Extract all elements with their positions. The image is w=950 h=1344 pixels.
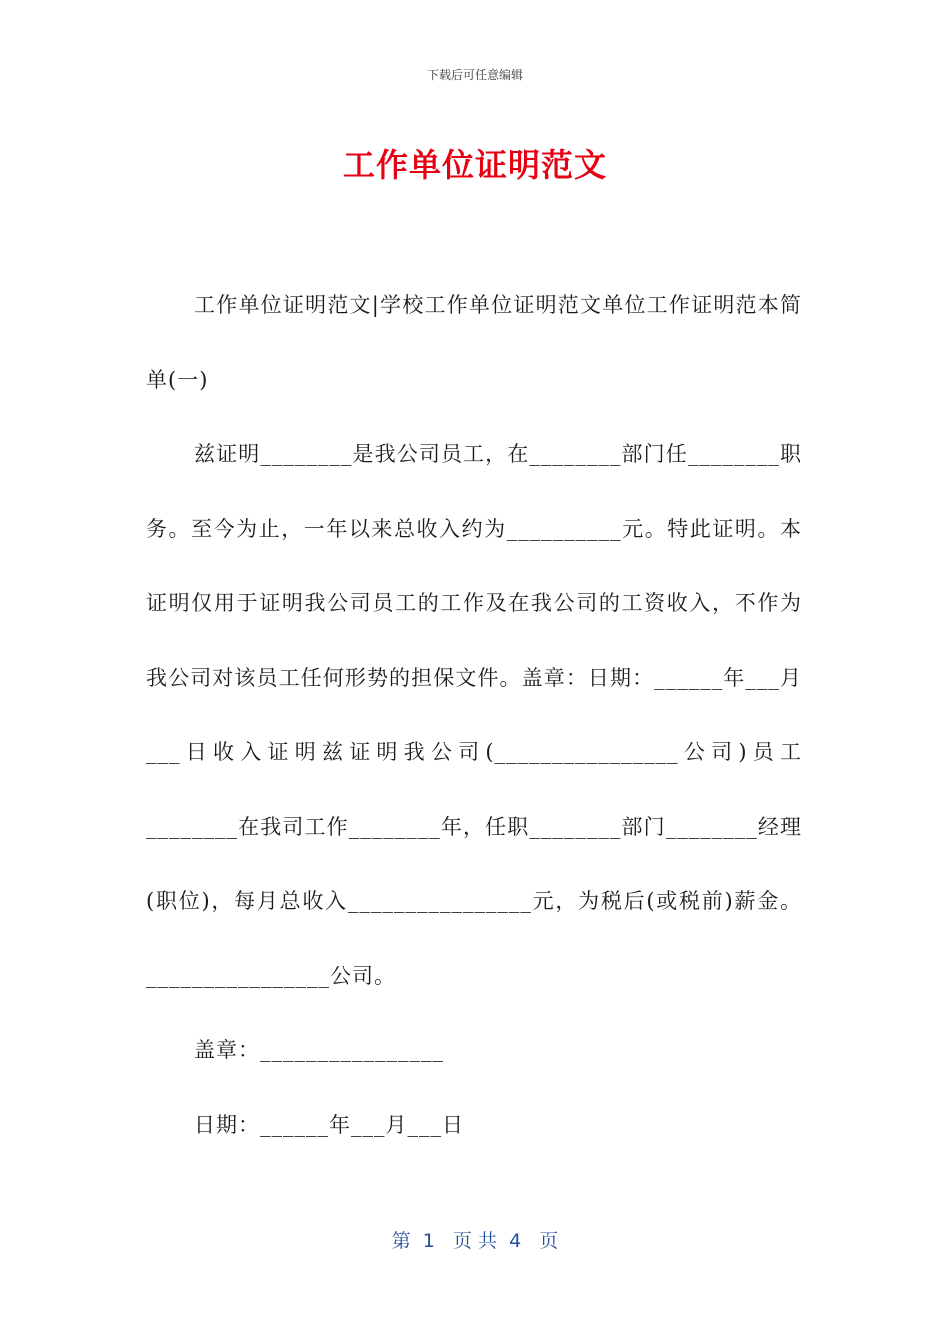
paragraph-seal-line: 盖章：________________ xyxy=(194,1038,444,1062)
page-footer: 第 1 页 共 4 页 xyxy=(391,1230,559,1252)
document-body xyxy=(146,268,802,1162)
paragraph-certificate-text: 兹证明________是我公司员工，在________部门任________职务。至今为止，一年以来总收入约为__________元。特此证明。本证明仅用于证明我公司员工的工作及在我公司的工资收入，不作为我公司对该员工任何形势的担保文件。盖章：日期：______年___月___日收入证明兹证明我公司(________________公司)员工________在我司工作________年，任职________部门________经理(职位)，每月总收入________________元，为税后(或税前)薪金。________________公司。 xyxy=(146,442,802,988)
paragraph-intro: 工作单位证明范文|学校工作单位证明范文单位工作证明范本简单(一) xyxy=(146,293,802,392)
header-note: 下载后可任意编辑 xyxy=(426,68,523,82)
document-title: 工作单位证明范文 xyxy=(342,146,607,184)
paragraph-date-line: 日期：______年___月___日 xyxy=(194,1112,464,1137)
